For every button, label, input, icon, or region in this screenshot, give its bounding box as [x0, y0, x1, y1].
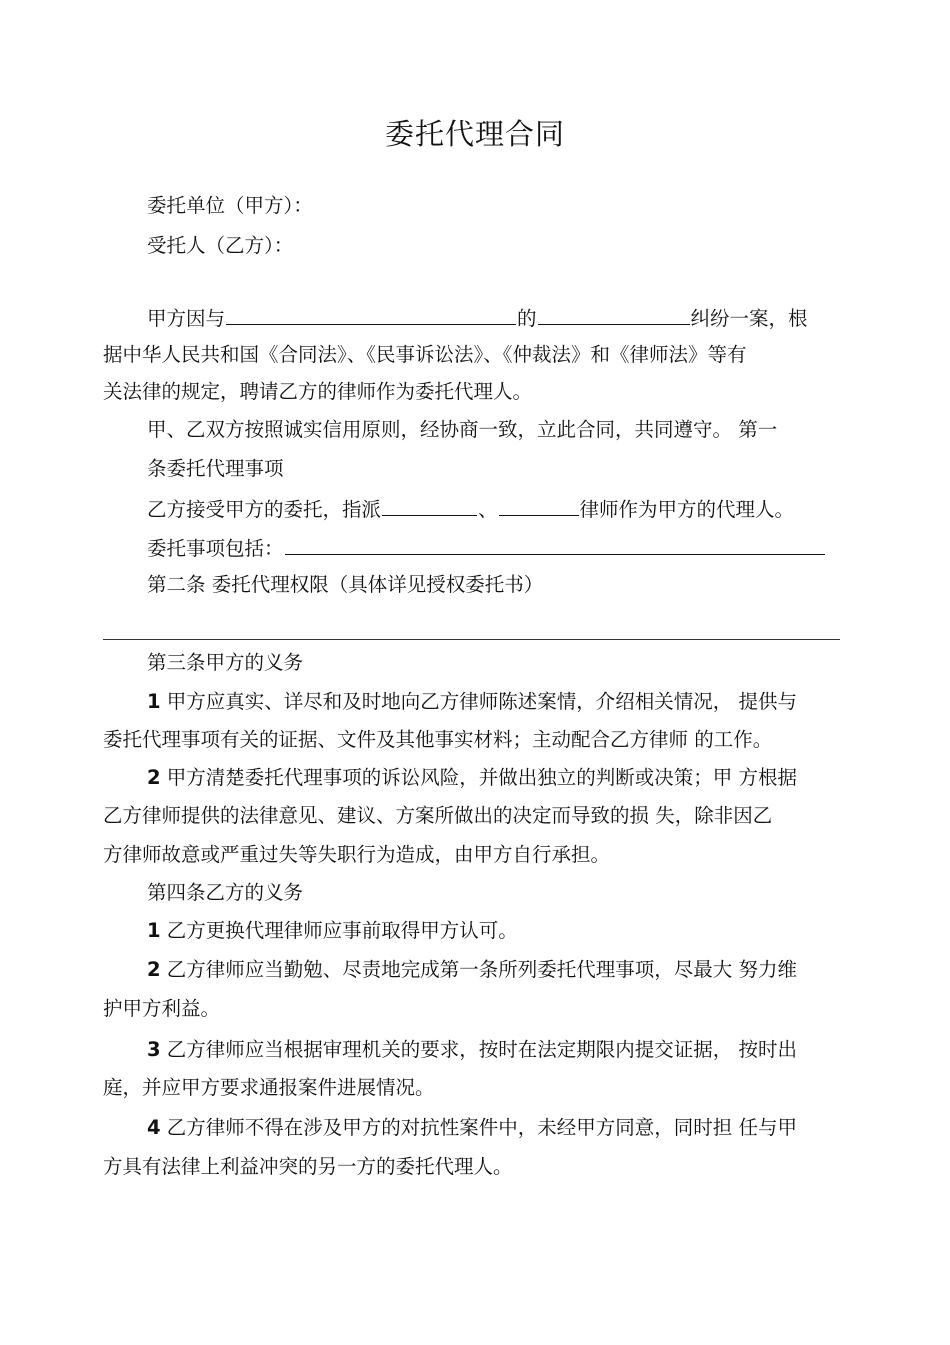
- blank-dispute-type: [538, 305, 690, 325]
- article-4-item-4-line-1: [147, 1116, 843, 1140]
- article-3-item-2-line-1: [147, 766, 843, 790]
- blank-matters: [285, 535, 825, 555]
- item-number: 3: [147, 1038, 161, 1061]
- matters-label: 委托事项包括：: [147, 537, 284, 560]
- assignment-text-a: 乙方接受甲方的委托，指派: [147, 498, 382, 521]
- item-text: 乙方律师应当勤勉、尽责地完成第一条所列委托代理事项，尽最大 努力维: [166, 958, 797, 981]
- article-4-item-3-line-2: 庭，并应甲方要求通报案件进展情况。: [103, 1076, 435, 1099]
- intro-text-b: 的: [517, 307, 537, 330]
- article-4-item-2-line-2: 护甲方利益。: [103, 997, 221, 1020]
- item-text: 乙方律师应当根据审理机关的要求，按时在法定期限内提交证据， 按时出: [166, 1038, 797, 1061]
- intro-text-c: 纠纷一案，根: [690, 307, 808, 330]
- item-text: 乙方律师不得在涉及甲方的对抗性案件中，未经甲方同意，同时担 任与甲: [166, 1116, 797, 1139]
- intro-paragraph-line-1: [147, 305, 843, 331]
- intro-paragraph-line-3: 关法律的规定，聘请乙方的律师作为委托代理人。: [103, 380, 533, 403]
- document-title: 委托代理合同: [384, 117, 565, 151]
- item-text: 乙方更换代理律师应事前取得甲方认可。: [166, 919, 518, 942]
- section-divider: [103, 639, 840, 640]
- item-number: 1: [147, 919, 161, 942]
- matters-line: [147, 535, 843, 561]
- article-4-item-4-line-2: 方具有法律上利益冲突的另一方的委托代理人。: [103, 1155, 513, 1178]
- assignment-line: [147, 496, 843, 522]
- article-3-item-2-line-2: 乙方律师提供的法律意见、建议、方案所做出的决定而导致的损 失，除非因乙: [103, 804, 773, 827]
- party-a-label: 委托单位（甲方）：: [147, 194, 313, 217]
- assignment-text-c: 律师作为甲方的代理人。: [579, 498, 795, 521]
- item-number: 4: [147, 1116, 161, 1139]
- item-text: 甲方应真实、详尽和及时地向乙方律师陈述案情，介绍相关情况， 提供与: [166, 690, 797, 713]
- article-4-heading: 第四条乙方的义务: [147, 881, 304, 904]
- article-3-item-1-line-2: 委托代理事项有关的证据、文件及其他事实材料；主动配合乙方律师 的工作。: [103, 728, 773, 751]
- blank-lawyer-2: [499, 496, 579, 516]
- blank-opponent: [226, 305, 516, 325]
- article-3-item-1-line-1: [147, 690, 843, 714]
- item-number: 2: [147, 958, 161, 981]
- assignment-text-b: 、: [478, 498, 498, 521]
- article-2-heading: 第二条 委托代理权限（具体详见授权委托书）: [147, 573, 544, 596]
- intro-paragraph-line-2: 据中华人民共和国《合同法》、《民事诉讼法》、《仲裁法》和《律师法》等有: [103, 343, 747, 366]
- article-4-item-3-line-1: [147, 1038, 843, 1062]
- article-3-heading: 第三条甲方的义务: [147, 651, 304, 674]
- item-number: 1: [147, 690, 161, 713]
- article-4-item-1-line-1: [147, 919, 843, 943]
- article-3-item-2-line-3: 方律师故意或严重过失等失职行为造成，由甲方自行承担。: [103, 843, 611, 866]
- agreement-line-1: 甲、乙双方按照诚实信用原则，经协商一致，立此合同，共同遵守。 第一: [147, 418, 778, 441]
- article-4-item-2-line-1: [147, 958, 843, 982]
- item-number: 2: [147, 766, 161, 789]
- intro-text-a: 甲方因与: [147, 307, 226, 330]
- article-1-heading: 条委托代理事项: [147, 457, 284, 480]
- party-b-label: 受托人（乙方）：: [147, 234, 294, 257]
- blank-lawyer-1: [382, 496, 477, 516]
- item-text: 甲方清楚委托代理事项的诉讼风险，并做出独立的判断或决策；甲 方根据: [166, 766, 797, 789]
